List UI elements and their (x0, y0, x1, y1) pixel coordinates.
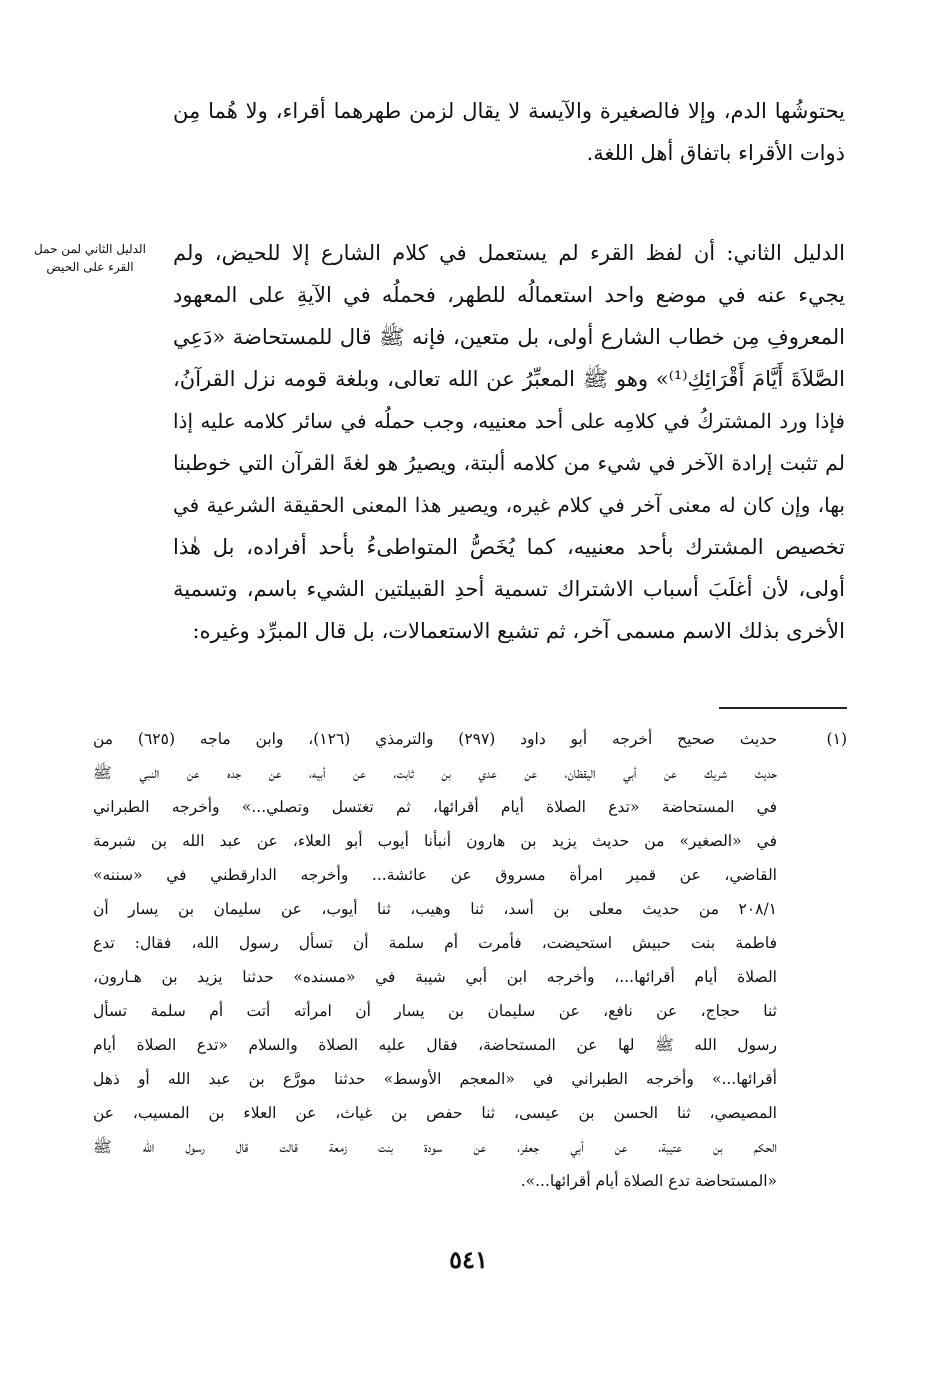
footnote-line: ٢٠٨/١ من حديث معلى بن أسد، ثنا وهيب، ثنا أيوب، عن سليمان بن يسار أن (93, 900, 777, 918)
text-line: يحتوشُها الدم، وإلا فالصغيرة والآيسة لا يقال لزمن طهرهما أقراء، ولا هُما مِن (173, 99, 845, 123)
footnote-line: حديث صحيح أخرجه أبو داود (٢٩٧) والترمذي (١٢٦)، وابن ماجه (٦٢٥) من (93, 730, 777, 748)
text-line: فإذا ورد المشتركُ في كلامِه على أحد معنييه، وجب حملُه في سائر كلامه عليه إذا (173, 409, 845, 433)
footnote-line: في «الصغير» من حديث يزيد بن هارون أنبأنا أيوب أبو العلاء، عن عبد الله بن شبرمة (93, 832, 777, 850)
text-line: الأخرى بذلك الاسم مسمى آخر، ثم تشيع الاستعمالات، بل قال المبرِّد وغيره: (192, 619, 845, 643)
top-paragraph (173, 90, 845, 174)
text-line: يجيء عنه في موضع واحد استعمالُه للطهر، فحملُه في الآيةِ على المعهود (173, 283, 845, 307)
footnote-line: الصلاة أيام أقرائها...، وأخرجه ابن أبي شيبة في «مسنده» حدثنا يزيد بن هـارون، (93, 968, 777, 986)
footnote-separator (719, 707, 847, 709)
footnote-number: (١) (826, 730, 847, 748)
margin-note (20, 240, 160, 276)
footnote-line: «المستحاضة تدع الصلاة أيام أقرائها...». (520, 1172, 777, 1190)
text-line: بها، وإن كان له معنى آخر في كلام غيره، ويصير هذا المعنى الحقيقة الشرعية في (173, 493, 845, 517)
footnote-line: المصيصي، ثنا الحسن بن عيسى، ثنا حفص بن غياث، عن العلاء بن المسيب، عن (93, 1104, 777, 1122)
second-paragraph (173, 232, 845, 652)
text-line: لم تثبت إرادة الآخر في شيء من كلامه ألبتة، ويصيرُ هو لغةَ القرآن التي خوطبنا (173, 451, 845, 475)
text-line: تخصيص المشترك بأحد معنييه، كما يُخَصُّ المتواطىءُ بأحد أفراده، بل هٰذا (173, 535, 845, 559)
footnote-line: في المستحاضة «تدع الصلاة أيام أقرائها، ثم تغتسل وتصلي...» وأخرجه الطبراني (93, 798, 777, 816)
margin-note-line: الدليل الثاني لمن حمل (34, 242, 146, 256)
footnote-body (93, 722, 777, 1198)
footnote-line: أقرائها...» وأخرجه الطبراني في «المعجم الأوسط» حدثنا مورَّع بن عبد الله أو ذهل (93, 1070, 777, 1088)
text-line: أولى، لأن أغلَبَ أسباب الاشتراك تسمية أحدِ القبيلتين الشيء باسم، وتسمية (173, 577, 845, 601)
footnote-line: الحكم بن عتيبة، عن أبي جعفر، عن سودة بنت زمعة قالت قال رسول الله ﷺ (93, 1138, 777, 1156)
footnote-line: القاضي، عن قمير امرأة مسروق عن عائشة... وأخرجه الدارقطني في «سننه» (93, 866, 777, 884)
text-line: ذوات الأقراء باتفاق أهل اللغة. (586, 141, 845, 165)
margin-note-line: القرء على الحيض (46, 260, 134, 274)
text-line: المعروفِ مِن خطاب الشارع أولى، بل متعين، فإنه ﷺ قال للمستحاضة «دَعِي (173, 325, 845, 349)
text-line: الصَّلاَةَ أَيَّامَ أَقْرَائِكِ⁽¹⁾» وهو ﷺ المعبِّرُ عن الله تعالى، وبلغة قومه نزل القرآنُ، (173, 367, 845, 391)
footnote-line: فاطمة بنت حبيش استحيضت، فأمرت أم سلمة أن تسأل رسول الله، فقال: تدع (93, 934, 777, 952)
page-number: ٥٤١ (449, 1245, 488, 1274)
text-line: الدليل الثاني: أن لفظ القرء لم يستعمل في كلام الشارع إلا للحيض، ولم (173, 241, 845, 265)
footnote-line: حديث شريك عن أبي اليقظان، عن عدي بن ثابت، عن أبيه، عن جده عن النبي ﷺ (93, 764, 777, 782)
footnote-line: ثنا حجاج، عن نافع، عن سليمان بن يسار أن امرأته أتت أم سلمة تسأل (93, 1002, 777, 1020)
footnote-line: رسول الله ﷺ لها عن المستحاضة، فقال عليه الصلاة والسلام «تدع الصلاة أيام (93, 1036, 777, 1054)
